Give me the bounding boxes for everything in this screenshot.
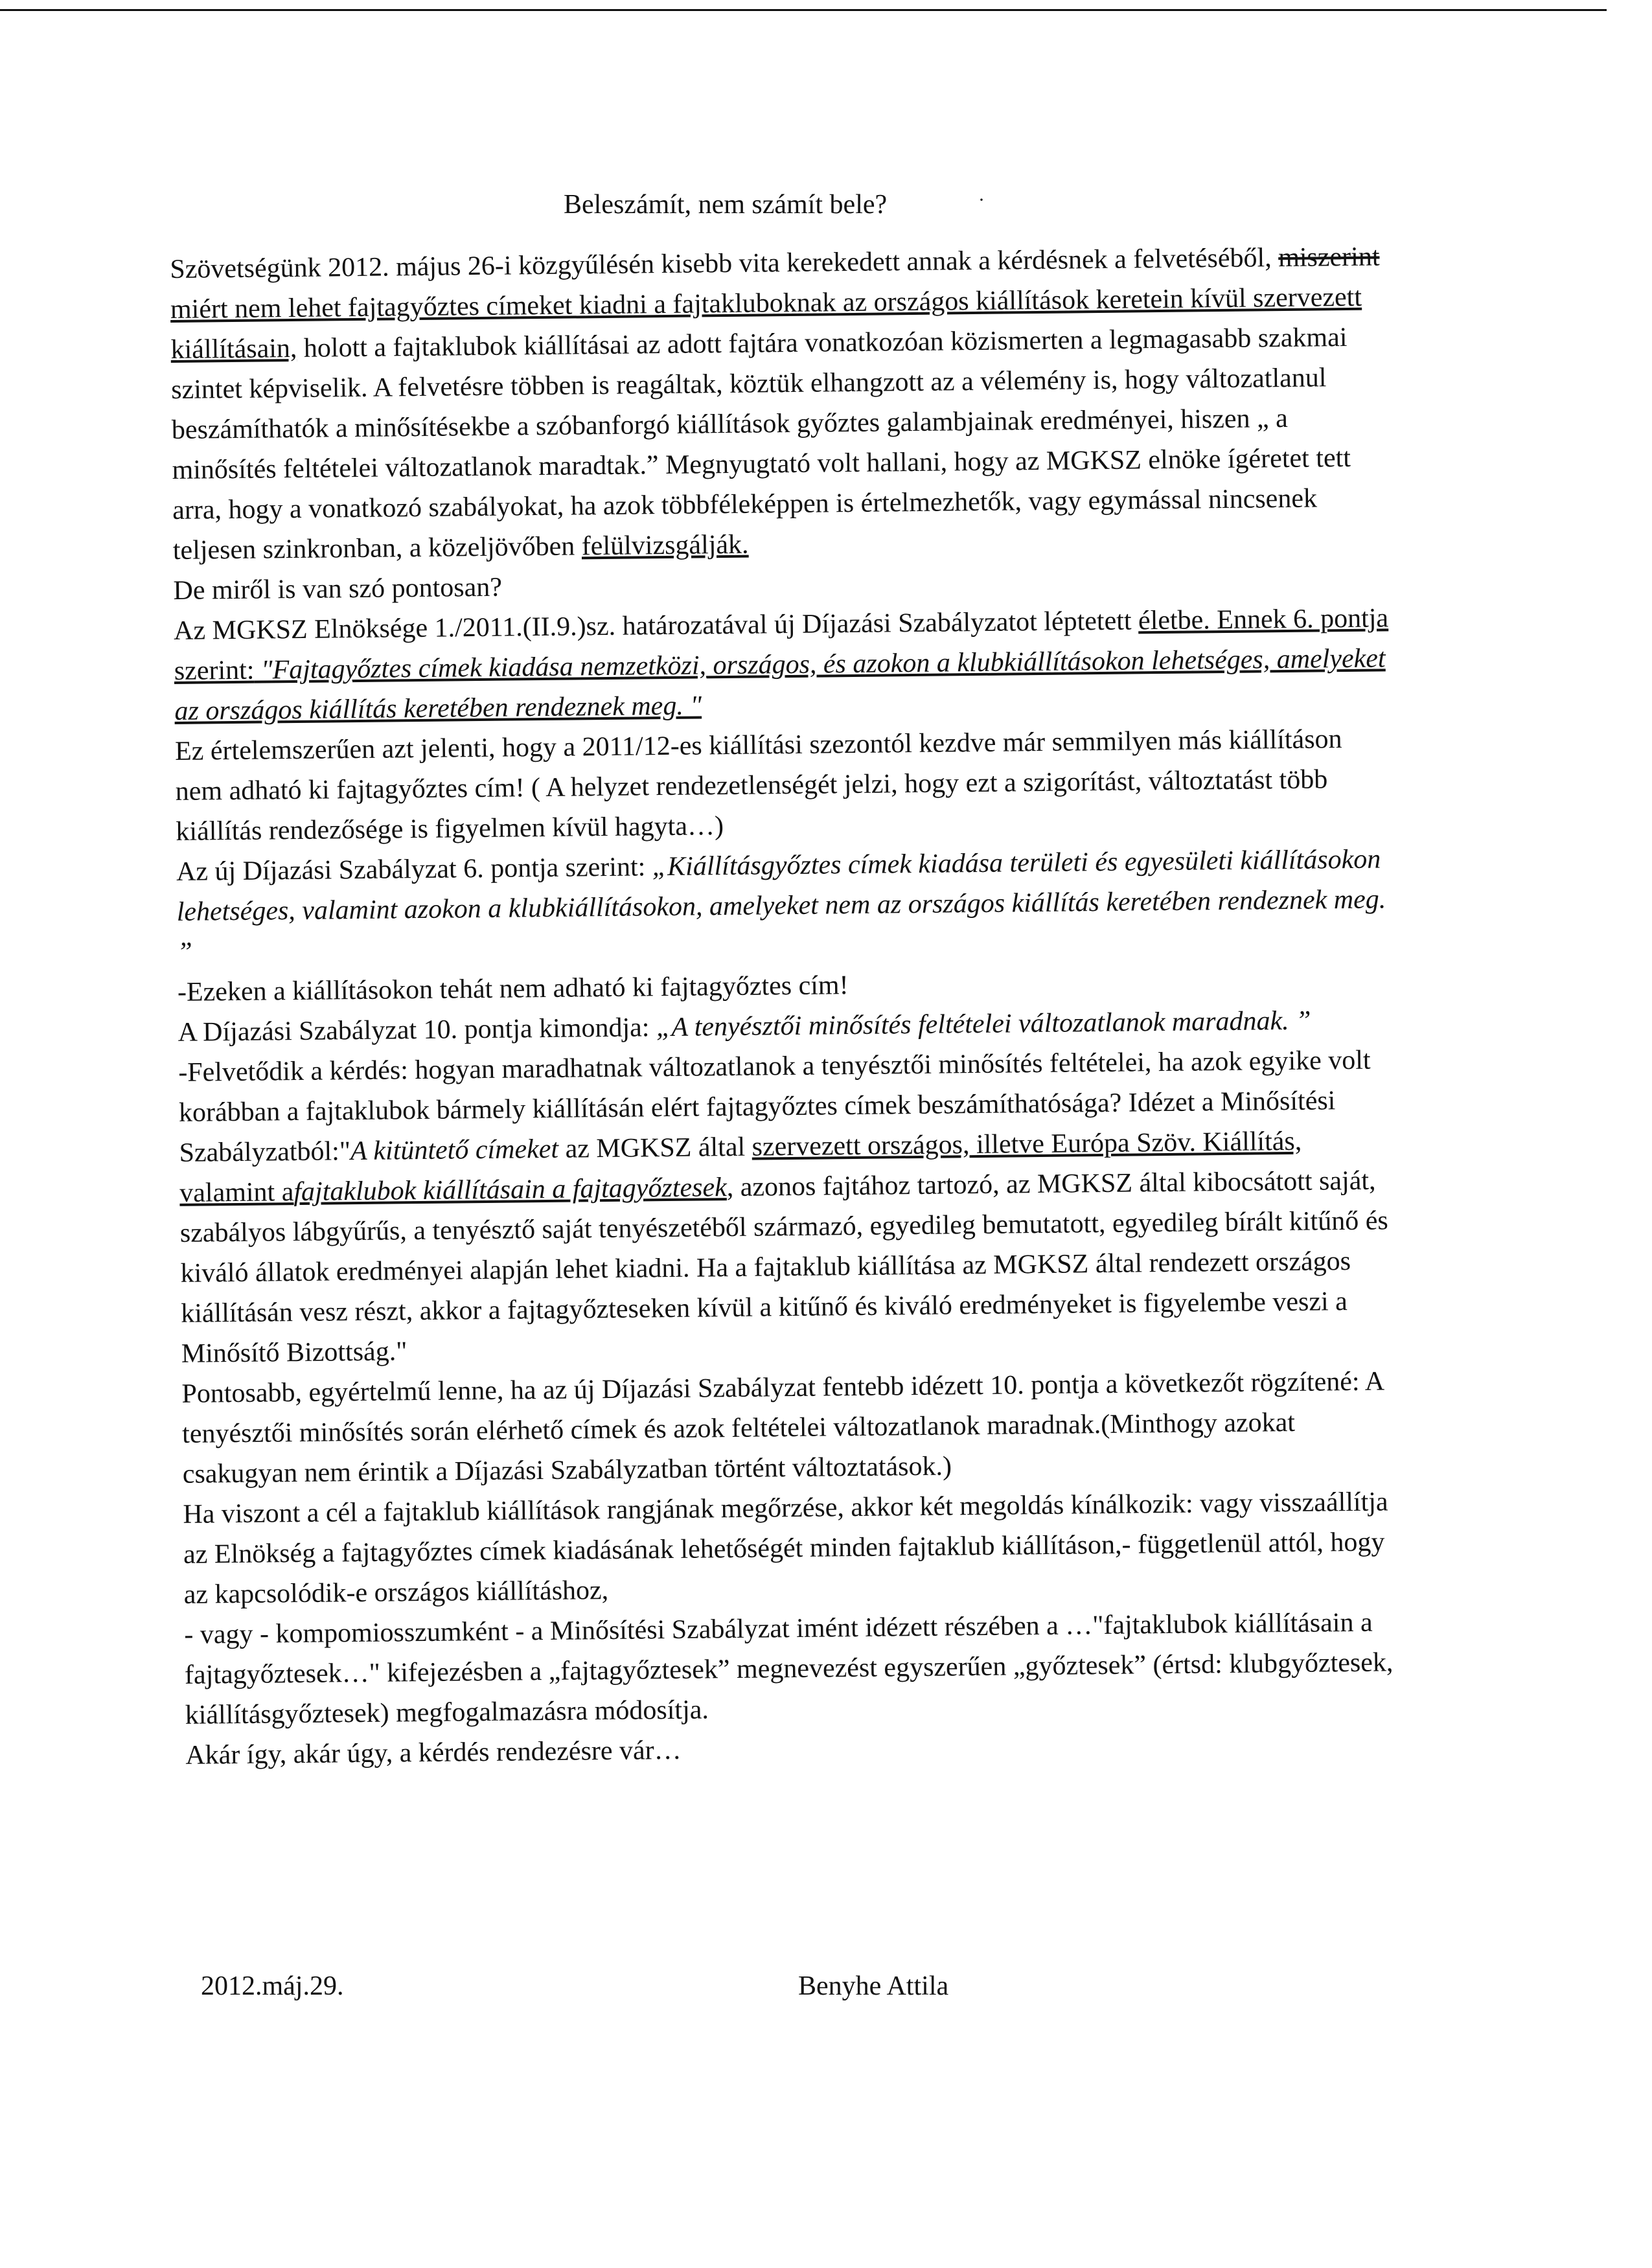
p1-text: Szövetségünk 2012. május 26-i közgyűlésén kisebb vita kerekedett annak a kérdésnek a felvetéséből, bbox=[170, 243, 1272, 284]
paragraph-4: Ez értelemszerűen azt jelenti, hogy a 2011/12-es kiállítási szezontól kezdve már semmilyen más kiállításon nem adható ki fajtagyőztes cím! ( A helyzet rendezetlenségét jelzi, hogy ezt a szigorítást, változtatást több kiállítás rendezősége is figyelmen kívül hagyta…) bbox=[174, 724, 1342, 847]
p8-text-2: az MGKSZ által bbox=[558, 1132, 752, 1164]
p5-quote: „Kiállításgyőztes címek kiadása területi és egyesületi kiállításokon lehetséges, valamint azokon a klubkiállításokon, amelyeket nem az országos kiállítás keretében rendeznek meg. ” bbox=[176, 844, 1386, 967]
p1-struck: miszerint bbox=[1278, 242, 1380, 273]
p1-text-2: holott a fajtaklubok kiállításai az adott fajtára vonatkozóan közismerten a legmagasabb szakmai szintet képviselik. A felvetésre többen is reagáltak, köztük elhangzott az a vélemény is, hogy változatlanul beszámíthatók a minősítésekbe a szóbanforgó kiállítások győztes galambjainak eredményei, hiszen „ a minősítés feltételei változatlanok maradtak.” Megnyugtató volt hallani, hogy az MGKSZ elnöke ígéretet tett arra, hogy a vonatkozó szabályokat, ha azok többféleképpen is értelmezhetők, vagy egymással nincsenek teljesen szinkronban, a közeljövőben bbox=[171, 322, 1351, 566]
p8-italic-underlined: fajtaklubok kiállításain a fajtagyőztesek bbox=[293, 1173, 727, 1208]
document-body bbox=[170, 236, 1404, 1776]
p3-underlined: életbe. Ennek 6. pontja szerint: bbox=[174, 603, 1389, 686]
p3-quote: "Fajtagyőztes címek kiadása nemzetközi, országos, és azokon a klubkiállításokon lehetséges, amelyeket az országos kiállítás keretében rendeznek meg. " bbox=[174, 643, 1386, 726]
p3-text: Az MGKSZ Elnöksége 1./2011.(II.9.)sz. határozatával új Díjazási Szabályzatot léptetett bbox=[173, 606, 1139, 646]
p8-underlined: szervezett országos, illetve Európa Szöv. Kiállítás, valamint a bbox=[179, 1126, 1302, 1208]
date: 2012.máj.29. bbox=[201, 1971, 344, 2001]
top-border-line bbox=[0, 9, 1607, 11]
paragraph-12: Akár így, akár úgy, a kérdés rendezésre vár… bbox=[185, 1735, 682, 1770]
paragraph-10: Ha viszont a cél a fajtaklub kiállítások rangjának megőrzése, akkor két megoldás kínálkozik: vagy visszaállítja az Elnökség a fajtagyőztes címek kiadásának lehetőségét minden fajtaklub kiállításon,- függetlenül attól, hogy az kapcsolódik-e országos kiállításhoz, bbox=[183, 1487, 1388, 1610]
p5-text: Az új Díjazási Szabályzat 6. pontja szerint: bbox=[176, 852, 653, 887]
paragraph-1 bbox=[170, 236, 1391, 571]
p1-underlined: miért nem lehet fajtagyőztes címeket kiadni a fajtakluboknak az országos kiállítások keretein kívül szervezett kiállításain, bbox=[170, 282, 1362, 365]
paragraph-9: Pontosabb, egyértelmű lenne, ha az új Díjazási Szabályzat fentebb idézett 10. pontja a következőt rögzítené: A tenyésztői minősítés során elérhető címek és azok feltételei változatlanok maradnak.(Minthogy azokat csakugyan nem érintik a Díjazási Szabályzatban történt változtatások.) bbox=[181, 1366, 1384, 1489]
p8-text: -Felvetődik a kérdés: hogyan maradhatnak változatlanok a tenyésztői minősítés feltételei, ha azok egyike volt korábban a fajtaklubok bármely kiállításán elért fajtagyőztes címek beszámíthatósága? Idézet a Minősítési Szabályzatból:" bbox=[178, 1045, 1371, 1168]
paragraph-6: -Ezeken a kiállításokon tehát nem adható ki fajtagyőztes cím! bbox=[177, 970, 849, 1007]
author-signature: Benyhe Attila bbox=[798, 1971, 949, 2001]
paragraph-3 bbox=[174, 598, 1393, 731]
scan-mark: · bbox=[978, 189, 985, 211]
p7-quote: „A tenyésztői minősítés feltételei változatlanok maradnak. ” bbox=[656, 1005, 1311, 1043]
p8-text-3: , azonos fajtához tartozó, az MGKSZ által kibocsátott saját, szabályos lábgyűrűs, a tenyésztő saját tenyészetéből származó, egyedileg bemutatott, egyedileg bírált kitűnő és kiváló állatok eredményei alapján lehet kiadni. Ha a fajtaklub kiállítása az MGKSZ által rendezett országos kiállításán vesz részt, akkor a fajtagyőzteseken kívül a kitűnő és kiváló eredményeket is figyelembe veszi a Minősítő Bizottság." bbox=[179, 1165, 1388, 1369]
paragraph-5 bbox=[176, 839, 1395, 972]
document-title: Beleszámít, nem számít bele? bbox=[564, 190, 888, 220]
paragraph-11: - vagy - kompomiosszumként - a Minősítési Szabályzat imént idézett részében a …"fajtaklubok kiállításain a fajtagyőztesek…" kifejezésben a „fajtagyőztesek” megnevezést egyszerűen „győztesek” (értsd: klubgyőztesek, kiállításgyőztesek) megfogalmazásra módosítja. bbox=[184, 1607, 1394, 1730]
p1-underlined-2: felülvizsgálják. bbox=[581, 529, 749, 562]
p8-italic: A kitüntető címeket bbox=[350, 1134, 559, 1167]
paragraph-2: De miről is van szó pontosan? bbox=[173, 572, 503, 606]
p7-text: A Díjazási Szabályzat 10. pontja kimondja: bbox=[178, 1013, 657, 1048]
paragraph-8 bbox=[178, 1040, 1399, 1374]
